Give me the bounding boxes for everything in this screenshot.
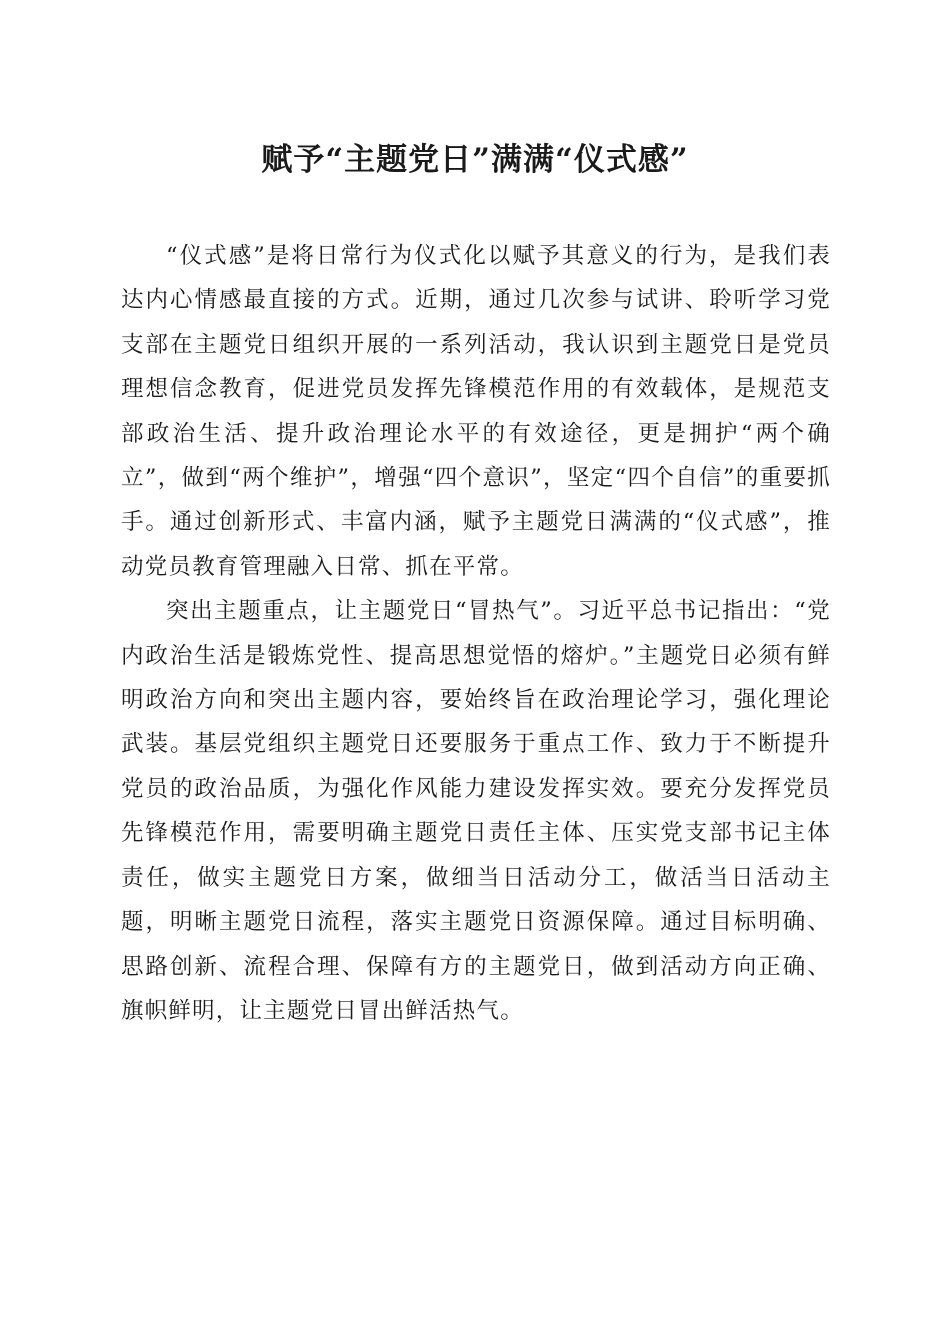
document-title: 赋予“主题党日”满满“仪式感” (261, 142, 689, 178)
document-body (121, 234, 831, 1033)
paragraph-highlight-theme: 突出主题重点，让主题党日“冒热气”。习近平总书记指出：“党内政治生活是锻炼党性、提高思想觉悟的熔炉。”主题党日必须有鲜明政治方向和突出主题内容，要始终旨在政治理论学习，强化理论武装。基层党组织主题党日还要服务于重点工作、致力于不断提升党员的政治品质，为强化作风能力建设发挥实效。要充分发挥党员先锋模范作用，需要明确主题党日责任主体、压实党支部书记主体责任，做实主题党日方案，做细当日活动分工，做活当日活动主题，明晰主题党日流程，落实主题党日资源保障。通过目标明确、思路创新、流程合理、保障有方的主题党日，做到活动方向正确、旗帜鲜明，让主题党日冒出鲜活热气。 (121, 598, 831, 1024)
paragraph-intro: “仪式感”是将日常行为仪式化以赋予其意义的行为，是我们表达内心情感最直接的方式。近期，通过几次参与试讲、聆听学习党支部在主题党日组织开展的一系列活动，我认识到主题党日是党员理想信念教育，促进党员发挥先锋模范作用的有效载体，是规范支部政治生活、提升政治理论水平的有效途径，更是拥护“两个确立”，做到“两个维护”，增强“四个意识”，坚定“四个自信”的重要抓手。通过创新形式、丰富内涵，赋予主题党日满满的“仪式感”，推动党员教育管理融入日常、抓在平常。 (121, 243, 831, 580)
